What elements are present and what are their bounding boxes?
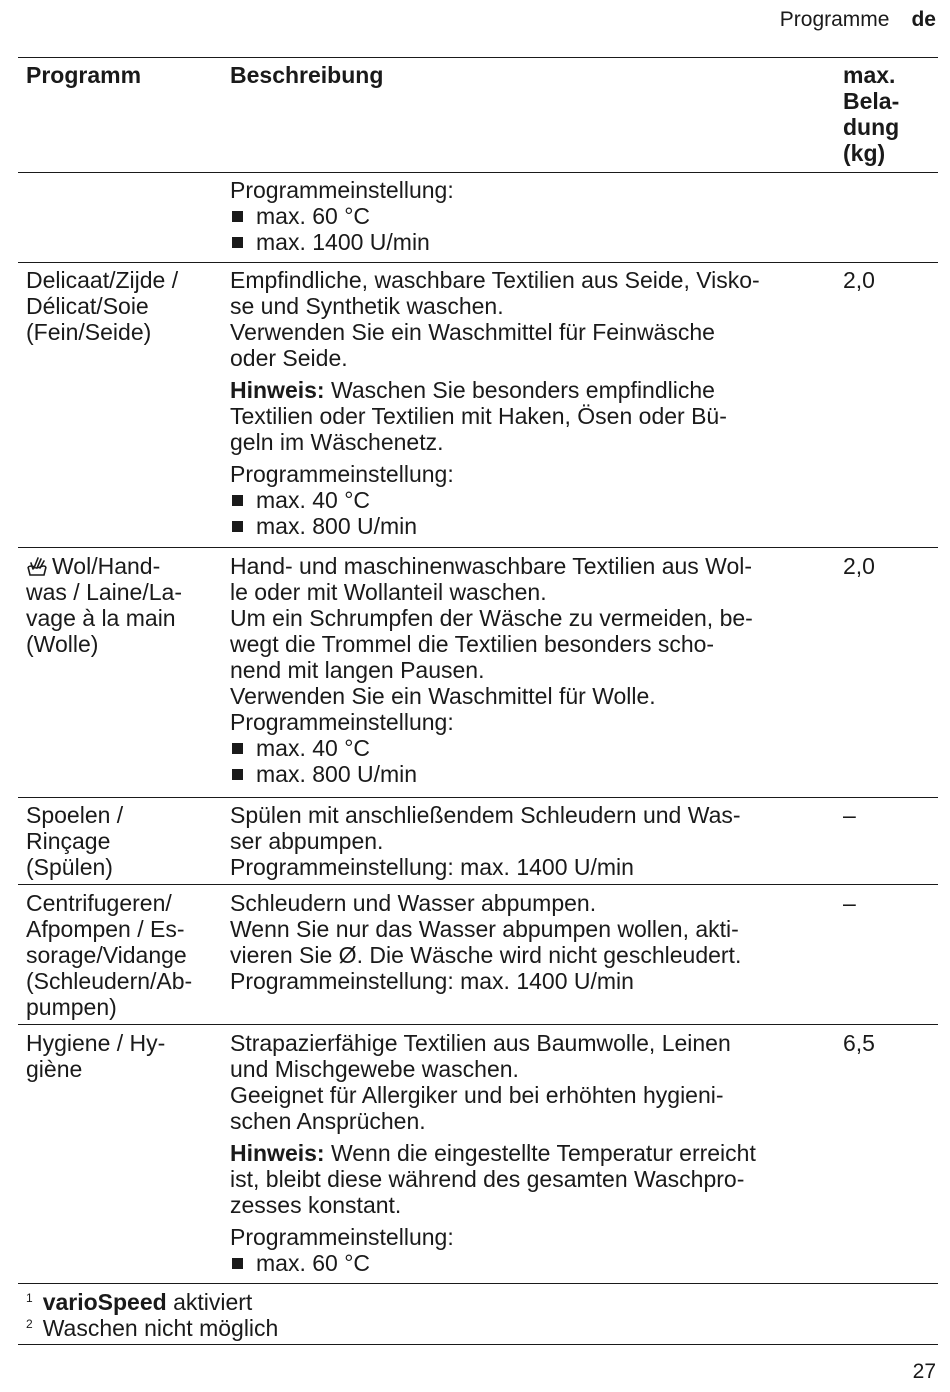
table-bottom-rule bbox=[18, 1283, 938, 1284]
program-desc-centrifugeren: Schleudern und Wasser abpumpen. Wenn Sie nur das Wasser abpumpen wollen, akti- vieren Sie Ø. Die Wäsche wird nicht geschleudert. Programmeinstellung: max. 1400 U/min bbox=[230, 890, 742, 994]
list-item: max. 60 °C bbox=[230, 203, 830, 229]
hint-label: Hinweis: bbox=[230, 377, 325, 403]
row-divider bbox=[18, 262, 938, 263]
running-header bbox=[780, 8, 936, 32]
section-title: Programme bbox=[779, 8, 890, 31]
program-name-spoelen: Spoelen / Rinçage (Spülen) bbox=[26, 802, 124, 880]
column-header-programm: Programm bbox=[26, 62, 142, 88]
program-desc-delicaat: Empfindliche, waschbare Textilien aus Seide, Visko- se und Synthetik waschen. Verwenden Sie ein Waschmittel für Feinwäsche oder Seide. Hinweis: Waschen Sie besonders empfindliche Textilien oder Textilien mit Haken, Ösen oder Bü- geln im Wäschenetz. Programmeinstellung: max. 40 °C max. 800 U/min bbox=[230, 267, 830, 539]
hand-wash-icon bbox=[26, 555, 48, 577]
row-divider bbox=[18, 1024, 938, 1025]
program-name-wol: Wol/Hand- was / Laine/La- vage à la main (Wolle) bbox=[26, 553, 182, 657]
program-desc-hygiene: Strapazierfähige Textilien aus Baumwolle, Leinen und Mischgewebe waschen. Geeignet für Allergiker und bei erhöhten hygieni- schen Ansprüchen. Hinweis: Wenn die eingestellte Temperatur erreicht ist, bleibt diese während des gesamten Waschpro- zesses konstant. Programmeinstellung: max. 60 °C bbox=[230, 1030, 830, 1276]
program-desc-spoelen: Spülen mit anschließendem Schleudern und Was- ser abpumpen. Programmeinstellung: max. 1400 U/min bbox=[230, 802, 741, 880]
program-desc-wol: Hand- und maschinenwaschbare Textilien aus Wol- le oder mit Wollanteil waschen. Um ein Schrumpfen der Wäsche zu vermeiden, be- wegt die Trommel die Textilien besonders scho- nend mit langen Pausen. Verwenden Sie ein Waschmittel für Wolle. Programmeinstellung: max. 40 °C max. 800 U/min bbox=[230, 553, 830, 787]
footnote-1: $^1$ varioSpeed aktiviert bbox=[26, 1289, 253, 1315]
hint-label: Hinweis: bbox=[230, 1140, 325, 1166]
language-code: de bbox=[911, 8, 936, 31]
table-top-rule bbox=[18, 57, 938, 58]
page-number: 27 bbox=[912, 1360, 936, 1383]
list-item: max. 800 U/min bbox=[230, 761, 830, 787]
list-item: max. 800 U/min bbox=[230, 513, 830, 539]
program-name-centrifugeren: Centrifugeren/ Afpompen / Es- sorage/Vidange (Schleudern/Ab- pumpen) bbox=[26, 890, 193, 1020]
list-item: max. 40 °C bbox=[230, 735, 830, 761]
table-row-continuation-desc: Programmeinstellung: max. 60 °C max. 1400 U/min bbox=[230, 177, 830, 255]
row-divider bbox=[18, 884, 938, 885]
column-header-beschreibung: Beschreibung bbox=[230, 62, 384, 88]
row-divider bbox=[18, 547, 938, 548]
list-item: max. 1400 U/min bbox=[230, 229, 830, 255]
list-item: max. 40 °C bbox=[230, 487, 830, 513]
footnote-2: $^2$ Waschen nicht möglich bbox=[26, 1315, 279, 1341]
program-name-hygiene: Hygiene / Hy- giène bbox=[26, 1030, 166, 1082]
list-item: max. 60 °C bbox=[230, 1250, 830, 1276]
max-load-centrifugeren: – bbox=[843, 890, 856, 916]
max-load-hygiene: 6,5 bbox=[843, 1030, 875, 1056]
max-load-wol: 2,0 bbox=[843, 553, 875, 579]
row-divider bbox=[18, 797, 938, 798]
max-load-delicaat: 2,0 bbox=[843, 267, 875, 293]
no-spin-symbol: Ø bbox=[338, 942, 357, 968]
program-name-delicaat: Delicaat/Zijde / Délicat/Soie (Fein/Seide) bbox=[26, 267, 179, 345]
header-bottom-rule bbox=[18, 172, 938, 173]
max-load-spoelen: – bbox=[843, 802, 856, 828]
column-header-beladung: max. Bela- dung (kg) bbox=[843, 62, 900, 166]
